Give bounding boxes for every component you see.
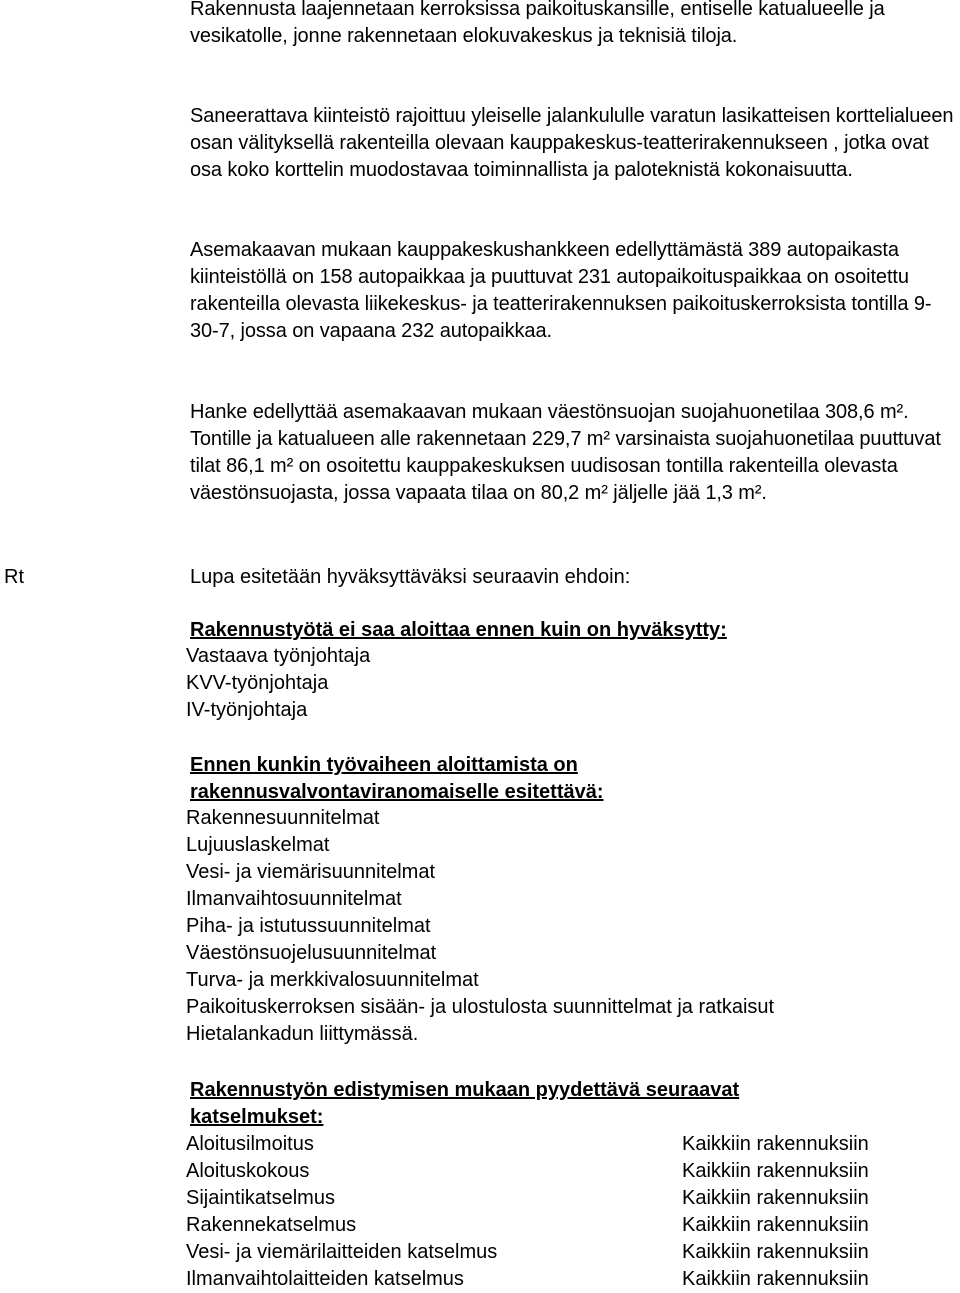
list-item: Piha- ja istutussuunnitelmat bbox=[186, 915, 431, 937]
inspection-scope: Kaikkiin rakennuksiin bbox=[682, 1241, 869, 1263]
inspection-scope: Kaikkiin rakennuksiin bbox=[682, 1214, 869, 1236]
paragraph-text: Saneerattava kiinteistö rajoittuu yleiselle jalankululle varatun lasikatteisen korttelialueen osan välityksellä rakenteilla olevaan kauppakeskus-teatterirakennukseen , jotka ovat osa koko korttelin muodostavaa toiminnallista ja paloteknistä kokonaisuutta. bbox=[190, 105, 954, 181]
inspection-scope: Kaikkiin rakennuksiin bbox=[682, 1268, 869, 1290]
paragraph-text: Rakennusta laajennetaan kerroksissa paikoituskansille, entiselle katualueelle ja vesikatolle, jonne rakennetaan elokuvakeskus ja teknisiä tiloja. bbox=[190, 0, 885, 47]
inspection-name: Vesi- ja viemärilaitteiden katselmus bbox=[186, 1241, 498, 1263]
approvals-list bbox=[186, 643, 370, 724]
section-heading-plans-line2: rakennusvalvontaviranomaiselle esitettävä: bbox=[190, 781, 604, 803]
list-item: Väestönsuojelusuunnitelmat bbox=[186, 942, 437, 964]
paragraph-text: Asemakaavan mukaan kauppakeskushankkeen edellyttämästä 389 autopaikasta kiinteistöllä on 158 autopaikkaa ja puuttuvat 231 autopaikoituspaikkaa on osoitettu rakenteilla olevasta liikekeskus- ja teatterirakennuksen paikoituskerroksista tontilla 9-30-7, jossa on vapaana 232 autopaikkaa. bbox=[190, 239, 932, 342]
inspection-name: Aloituskokous bbox=[186, 1160, 310, 1182]
plans-list bbox=[186, 805, 774, 1048]
section-heading-inspections-line2: katselmukset: bbox=[190, 1106, 324, 1128]
paragraph-text: Hanke edellyttää asemakaavan mukaan väestönsuojan suojahuonetilaa 308,6 m². Tontille ja katualueen alle rakennetaan 229,7 m² varsinaista suojahuonetilaa puuttuvat tilat 86,1 m² on osoitettu kauppakeskuksen uudisosan tontilla rakenteilla olevasta väestönsuojasta, jossa vapaata tilaa on 80,2 m² jäljelle jää 1,3 m². bbox=[190, 401, 941, 504]
table-row bbox=[186, 1239, 926, 1266]
list-item: Ilmanvaihtosuunnitelmat bbox=[186, 888, 402, 910]
section-heading-plans-line1: Ennen kunkin työvaiheen aloittamista on bbox=[190, 754, 578, 776]
section-heading-inspections-line1: Rakennustyön edistymisen mukaan pyydettävä seuraavat bbox=[190, 1079, 740, 1101]
paragraph-extension bbox=[190, 0, 958, 50]
table-row bbox=[186, 1131, 926, 1158]
list-item: Turva- ja merkkivalosuunnitelmat bbox=[186, 969, 479, 991]
list-item: Rakennesuunnitelmat bbox=[186, 807, 380, 829]
list-item: Lujuuslaskelmat bbox=[186, 834, 330, 856]
inspection-name: Ilmanvaihtolaitteiden katselmus bbox=[186, 1268, 464, 1290]
list-item: IV-työnjohtaja bbox=[186, 699, 308, 721]
table-row bbox=[186, 1158, 926, 1185]
inspection-scope: Kaikkiin rakennuksiin bbox=[682, 1133, 869, 1155]
inspection-scope: Kaikkiin rakennuksiin bbox=[682, 1187, 869, 1209]
inspection-scope: Kaikkiin rakennuksiin bbox=[682, 1160, 869, 1182]
inspections-table bbox=[186, 1131, 926, 1293]
section-heading-approvals: Rakennustyötä ei saa aloittaa ennen kuin on hyväksytty: bbox=[190, 619, 727, 641]
list-item: Vesi- ja viemärisuunnitelmat bbox=[186, 861, 435, 883]
list-item: Vastaava työnjohtaja bbox=[186, 645, 371, 667]
inspection-name: Aloitusilmoitus bbox=[186, 1133, 314, 1155]
paragraph-parking bbox=[190, 237, 958, 345]
paragraph-shelter bbox=[190, 399, 958, 507]
list-item: Paikoituskerroksen sisään- ja ulostulosta suunnittelmat ja ratkaisut bbox=[186, 996, 775, 1018]
table-row bbox=[186, 1212, 926, 1239]
list-item: Hietalankadun liittymässä. bbox=[186, 1023, 419, 1045]
list-item: KVV-työnjohtaja bbox=[186, 672, 329, 694]
inspection-name: Sijaintikatselmus bbox=[186, 1187, 335, 1209]
proposal-text: Lupa esitetään hyväksyttäväksi seuraavin ehdoin: bbox=[190, 566, 631, 588]
table-row bbox=[186, 1185, 926, 1212]
inspection-name: Rakennekatselmus bbox=[186, 1214, 357, 1236]
side-mark-label: Rt bbox=[4, 566, 24, 588]
paragraph-site bbox=[190, 103, 958, 184]
